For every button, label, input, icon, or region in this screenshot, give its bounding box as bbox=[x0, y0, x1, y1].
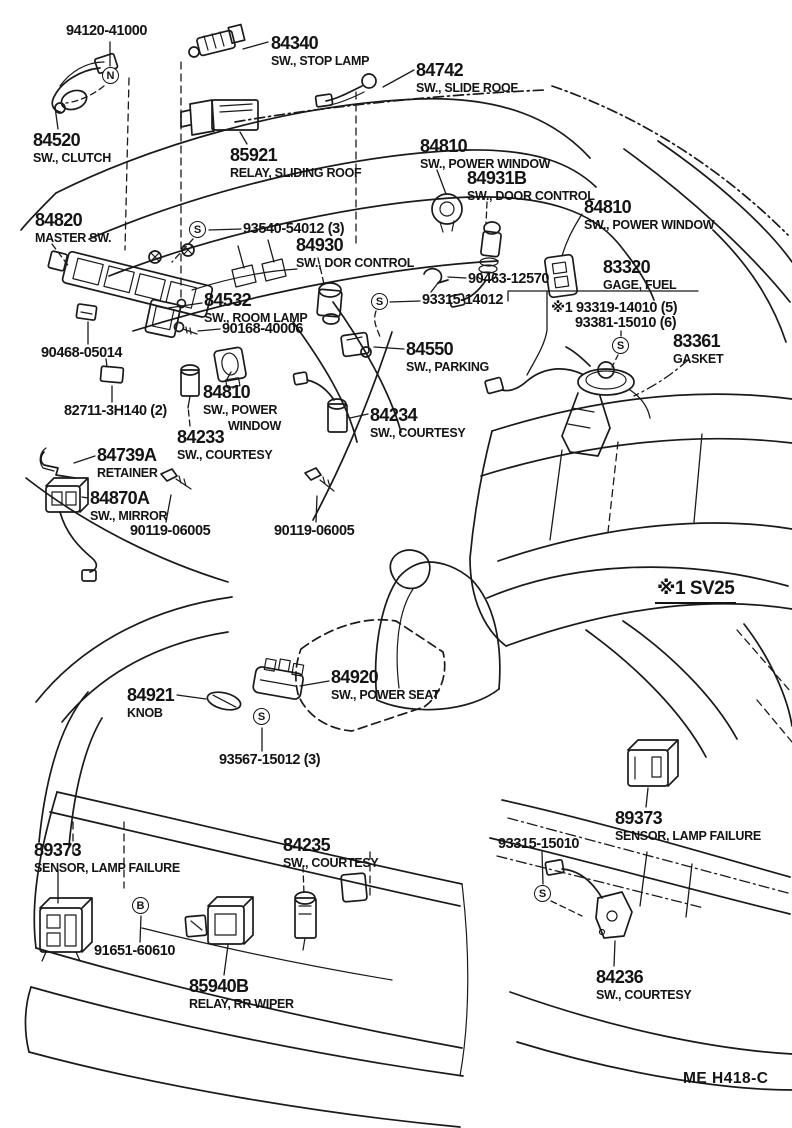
part-number: 84810 bbox=[203, 382, 251, 402]
part-number: 93315-14012 bbox=[422, 292, 504, 308]
part-desc: SW., STOP LAMP bbox=[271, 54, 370, 68]
part-label-84931b bbox=[467, 169, 595, 203]
component-knob-84921 bbox=[206, 689, 243, 713]
component-master-switch bbox=[45, 247, 213, 318]
part-number: 90119-06005 bbox=[274, 523, 355, 539]
part-desc: RETAINER bbox=[97, 466, 158, 480]
part-desc: SW., COURTESY bbox=[283, 856, 379, 870]
part-desc: SW., DOR CONTROL bbox=[296, 256, 415, 270]
part-number: 84921 bbox=[127, 685, 175, 705]
part-number: 91651-60610 bbox=[94, 943, 176, 959]
screw-symbol: S bbox=[253, 708, 270, 725]
part-number: 82711-3H140 (2) bbox=[64, 403, 167, 419]
part-label-93319 bbox=[551, 301, 677, 316]
part-label-84820 bbox=[35, 211, 111, 245]
part-label-93381 bbox=[575, 316, 676, 331]
part-desc: RELAY, RR WIPER bbox=[189, 997, 294, 1011]
part-desc: KNOB bbox=[127, 706, 163, 720]
component-rr-wiper-relay bbox=[208, 897, 253, 944]
screw-symbol: S bbox=[612, 337, 629, 354]
part-number: 90463-12570 bbox=[468, 271, 550, 287]
part-number: 84742 bbox=[416, 60, 464, 80]
part-label-84742 bbox=[416, 61, 518, 95]
part-desc: SW., CLUTCH bbox=[33, 151, 111, 165]
component-fuel-sender bbox=[485, 347, 650, 456]
part-label-84520 bbox=[33, 131, 111, 165]
part-desc: SW., ROOM LAMP bbox=[204, 311, 308, 325]
variant-note bbox=[655, 579, 736, 598]
part-number: 84930 bbox=[296, 235, 344, 255]
part-number: 90168-40006 bbox=[222, 321, 304, 337]
component-stop-lamp-switch bbox=[189, 25, 245, 57]
part-label-93315-15010 bbox=[498, 837, 579, 852]
part-desc: SW., POWER bbox=[203, 403, 278, 417]
part-label-93315-14012 bbox=[422, 293, 503, 308]
part-desc-line2: WINDOW bbox=[228, 418, 282, 433]
part-number: ※1 93319-14010 (5) bbox=[551, 300, 678, 316]
part-label-84810-mid bbox=[203, 383, 281, 432]
part-desc: SW., DOOR CONTROL bbox=[467, 189, 595, 203]
mid-right-car-outline bbox=[470, 230, 792, 646]
part-label-94120 bbox=[66, 24, 147, 39]
part-number: 84920 bbox=[331, 667, 379, 687]
part-label-84532 bbox=[204, 291, 307, 325]
part-label-93567 bbox=[219, 753, 320, 768]
part-label-83361 bbox=[673, 332, 723, 366]
part-number: 84820 bbox=[35, 210, 83, 230]
part-desc: SW., POWER WINDOW bbox=[420, 157, 551, 171]
part-label-84930 bbox=[296, 236, 414, 270]
part-number: 84235 bbox=[283, 835, 331, 855]
part-number: 85940B bbox=[189, 976, 249, 996]
component-retainer-84739a bbox=[40, 448, 75, 478]
part-number: 84234 bbox=[370, 405, 418, 425]
component-small-box-bottom-left bbox=[341, 873, 367, 902]
component-sliding-roof-relay bbox=[181, 100, 258, 135]
page-code: ME H418-C bbox=[683, 1070, 769, 1087]
part-number: 93567-15012 (3) bbox=[219, 752, 321, 768]
part-label-90119-left bbox=[130, 524, 210, 539]
part-number: 84931B bbox=[467, 168, 527, 188]
component-lamp-failure-sensor-right bbox=[628, 740, 678, 786]
part-desc: SW., POWER WINDOW bbox=[584, 218, 715, 232]
part-number: 84233 bbox=[177, 427, 225, 447]
component-grommet-90468 bbox=[76, 304, 97, 321]
part-desc: RELAY, SLIDING ROOF bbox=[230, 166, 362, 180]
screw-symbol: S bbox=[534, 885, 551, 902]
screw-symbol: S bbox=[371, 293, 388, 310]
part-number: 85921 bbox=[230, 145, 278, 165]
part-label-84739a bbox=[97, 446, 158, 480]
component-courtesy-switch-84235 bbox=[295, 892, 316, 950]
part-label-84340 bbox=[271, 34, 369, 68]
part-label-84235 bbox=[283, 836, 378, 870]
part-number: 93381-15010 (6) bbox=[575, 315, 677, 331]
component-clip-82711 bbox=[100, 359, 123, 383]
part-label-83320 bbox=[603, 258, 676, 292]
component-door-control-84930 bbox=[317, 283, 342, 324]
part-number: 89373 bbox=[615, 808, 663, 828]
part-number: 84340 bbox=[271, 33, 319, 53]
part-label-90119-right bbox=[274, 524, 354, 539]
part-desc: MASTER SW. bbox=[35, 231, 112, 245]
part-number: 94120-41000 bbox=[66, 23, 148, 39]
part-number: 84520 bbox=[33, 130, 81, 150]
component-clamp-90463 bbox=[424, 269, 448, 292]
part-number: 83320 bbox=[603, 257, 651, 277]
bolt-symbol: B bbox=[132, 897, 149, 914]
part-number: 89373 bbox=[34, 840, 82, 860]
variant-note-text: ※1 SV25 bbox=[655, 578, 736, 604]
part-label-84550 bbox=[406, 340, 489, 374]
part-desc: SENSOR, LAMP FAILURE bbox=[615, 829, 761, 843]
part-label-84921 bbox=[127, 686, 174, 720]
part-number: 84532 bbox=[204, 290, 252, 310]
part-label-90463 bbox=[468, 272, 549, 287]
part-label-84810-right bbox=[584, 198, 714, 232]
part-desc: SW., SLIDE ROOF bbox=[416, 81, 518, 95]
part-number: 84550 bbox=[406, 339, 454, 359]
part-desc: GAGE, FUEL bbox=[603, 278, 677, 292]
part-label-90468 bbox=[41, 346, 122, 361]
component-connector-bottom-left bbox=[185, 915, 207, 937]
part-number: 83361 bbox=[673, 331, 721, 351]
part-label-85940b bbox=[189, 977, 294, 1011]
component-screw-90119-left bbox=[161, 469, 191, 489]
seat-outline bbox=[296, 550, 500, 731]
part-desc: SW., POWER SEAT bbox=[331, 688, 440, 702]
part-label-85921 bbox=[230, 146, 361, 180]
part-desc: GASKET bbox=[673, 352, 724, 366]
component-courtesy-switch-84233 bbox=[181, 365, 199, 408]
component-courtesy-switch-84234 bbox=[293, 372, 347, 432]
part-number: 84739A bbox=[97, 445, 157, 465]
component-mirror-switch-84870a bbox=[46, 478, 96, 581]
part-label-89373-left bbox=[34, 841, 180, 875]
part-desc: SW., PARKING bbox=[406, 360, 489, 374]
part-number: 90468-05014 bbox=[41, 345, 123, 361]
part-desc: SW., COURTESY bbox=[370, 426, 466, 440]
part-number: 84870A bbox=[90, 488, 150, 508]
part-label-84920 bbox=[331, 668, 439, 702]
part-label-84236 bbox=[596, 968, 691, 1002]
part-desc: SW., MIRROR bbox=[90, 509, 168, 523]
nut-symbol: N bbox=[102, 67, 119, 84]
part-label-84233 bbox=[177, 428, 272, 462]
part-desc: SENSOR, LAMP FAILURE bbox=[34, 861, 180, 875]
part-label-84870a bbox=[90, 489, 167, 523]
part-number: 93315-15010 bbox=[498, 836, 580, 852]
part-label-90168 bbox=[222, 322, 303, 337]
part-label-84810-top bbox=[420, 137, 550, 171]
part-number: 84810 bbox=[420, 136, 468, 156]
part-number: 84236 bbox=[596, 967, 644, 987]
part-label-84234 bbox=[370, 406, 465, 440]
part-desc: SW., COURTESY bbox=[596, 988, 692, 1002]
part-number: 90119-06005 bbox=[130, 523, 211, 539]
part-number: 84810 bbox=[584, 197, 632, 217]
part-desc: SW., COURTESY bbox=[177, 448, 273, 462]
screw-symbol: S bbox=[189, 221, 206, 238]
part-label-91651 bbox=[94, 944, 175, 959]
part-label-82711 bbox=[64, 404, 167, 419]
part-label-89373-right bbox=[615, 809, 761, 843]
component-screw-90119-right bbox=[305, 468, 334, 491]
part-number: 93540-54012 (3) bbox=[243, 221, 345, 237]
component-lamp-failure-sensor-left bbox=[40, 898, 92, 961]
